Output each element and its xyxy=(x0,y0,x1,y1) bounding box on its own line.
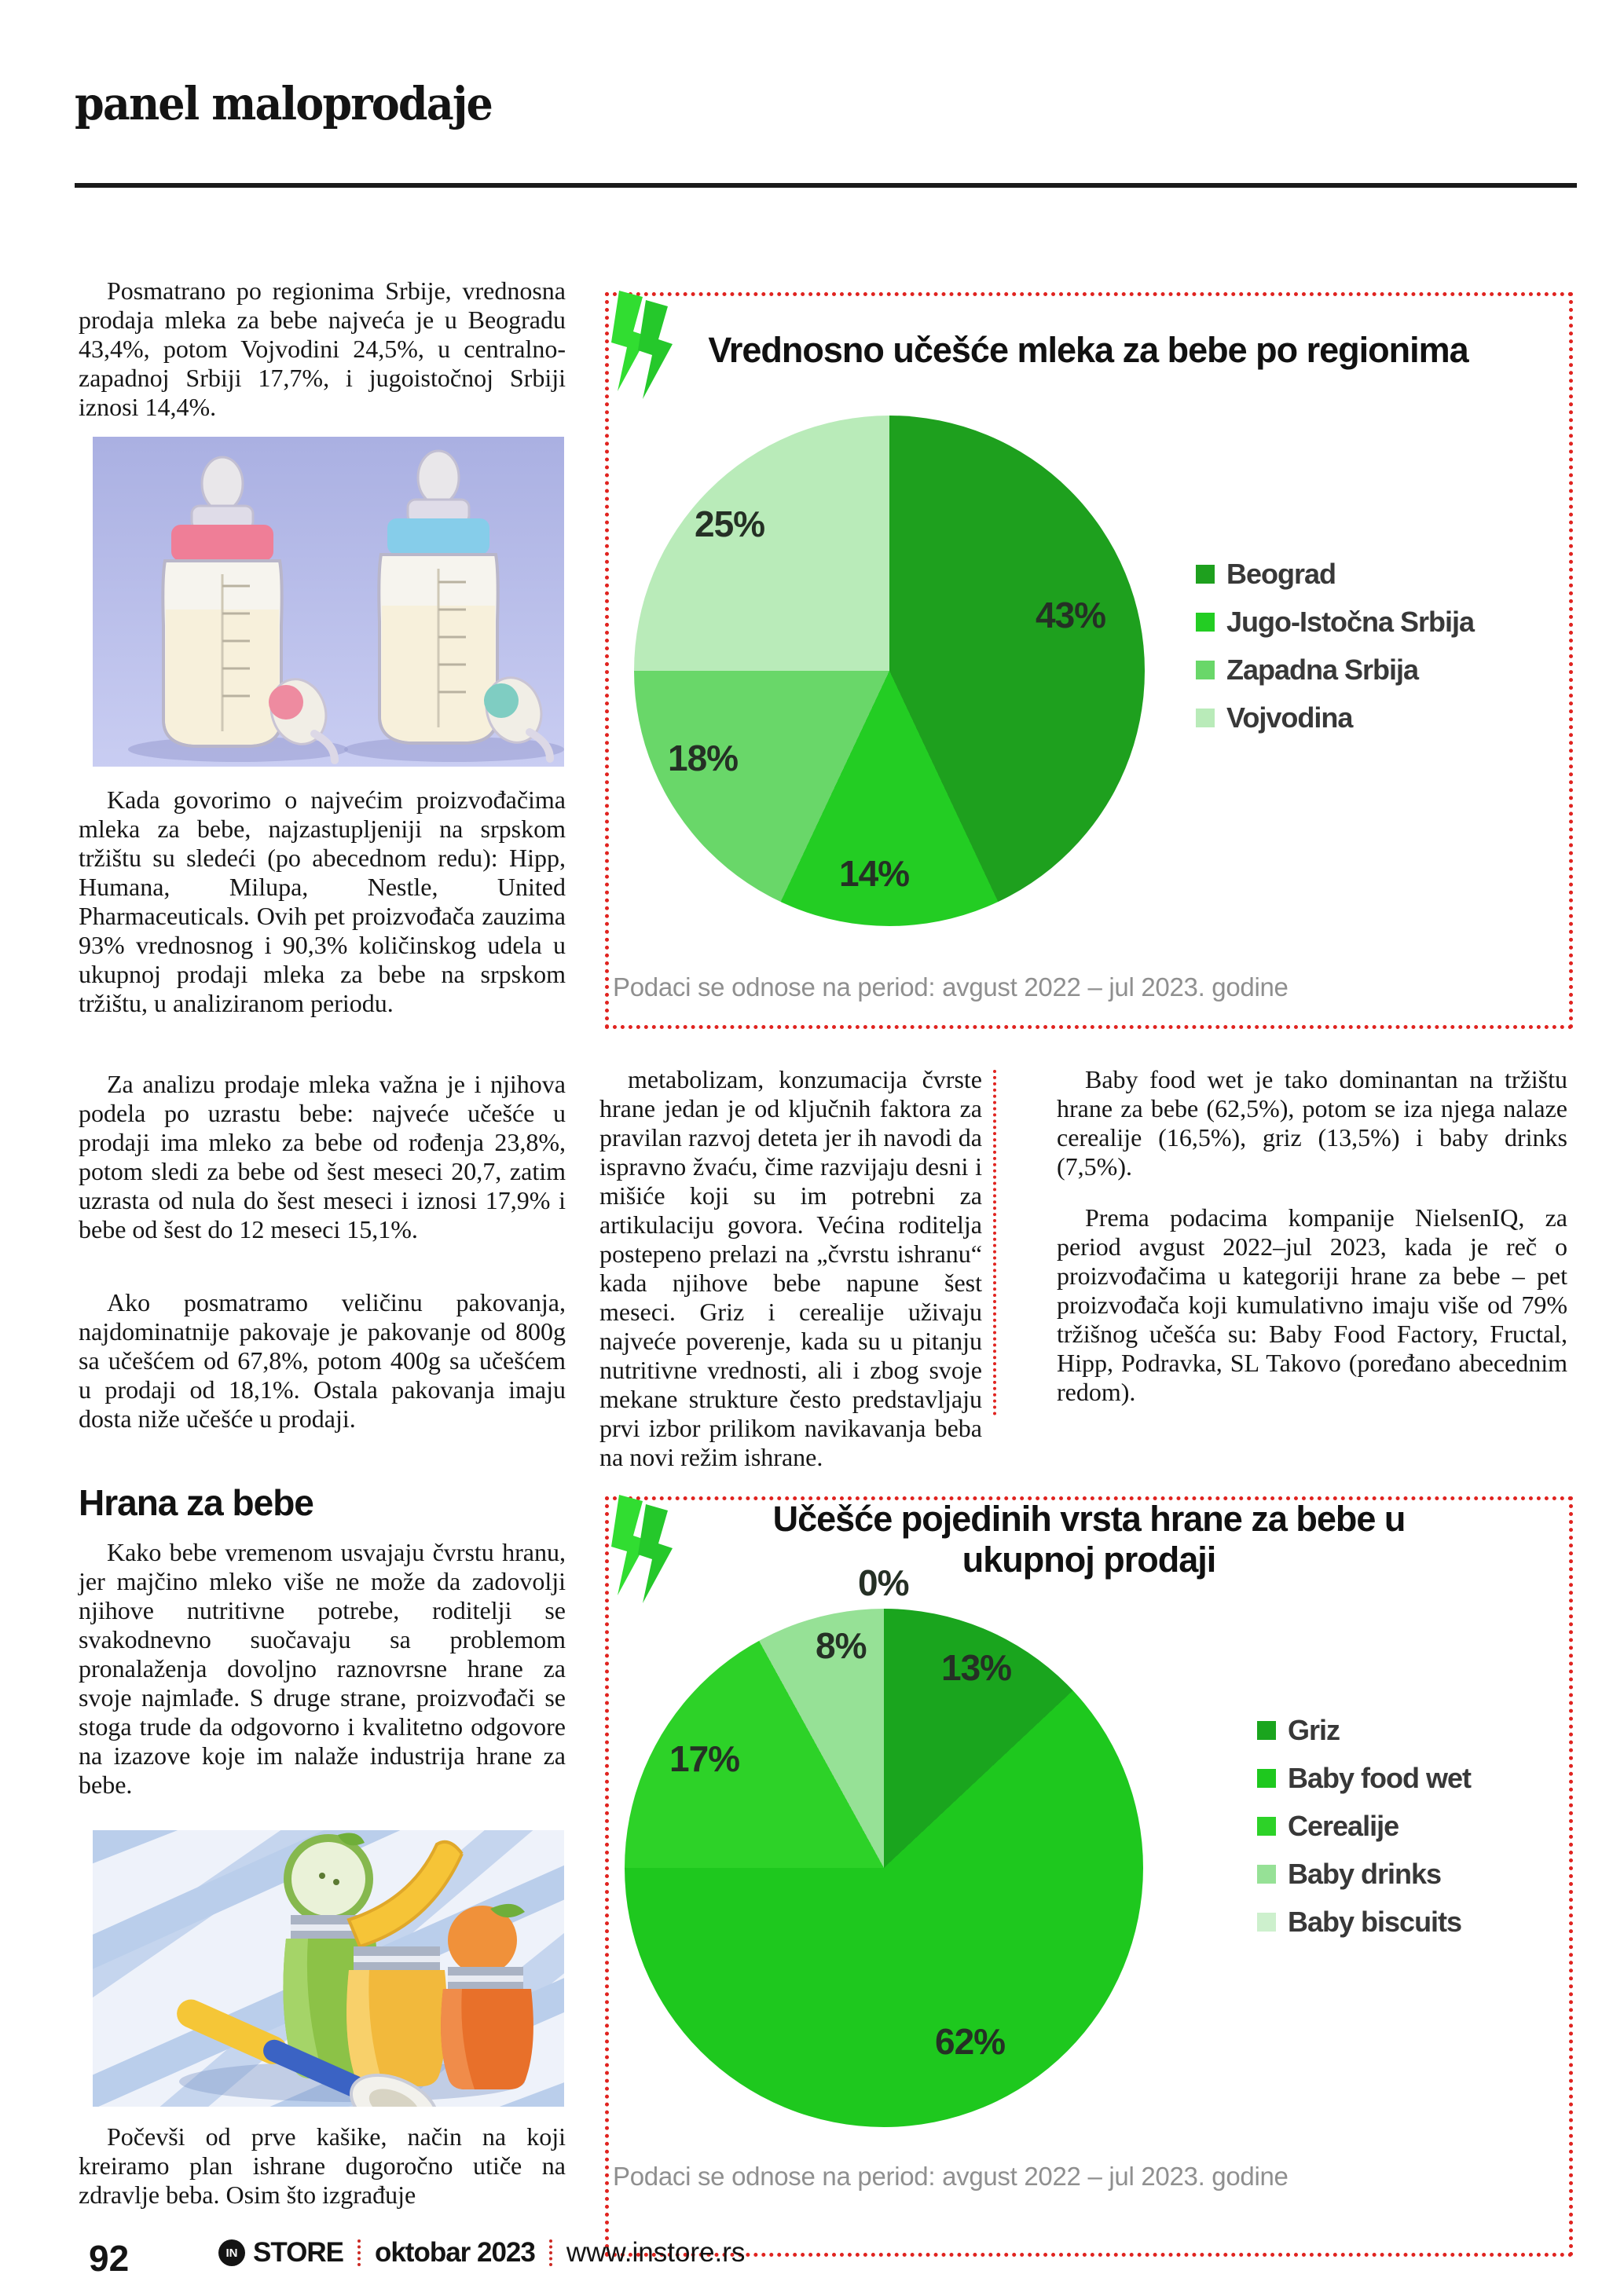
section-heading-hrana-za-bebe: Hrana za bebe xyxy=(79,1482,313,1523)
chart2-label-griz: 13% xyxy=(941,1647,1012,1688)
chart2-label-baby-drinks: 8% xyxy=(816,1625,867,1666)
chart2-title: Učešće pojedinih vrsta hrane za bebe u ukupnoj prodaji xyxy=(772,1499,1406,1580)
paragraph-producers: Kada govorimo o najvećim proizvođačima mleka za bebe, najzastupljeniji na srpskom tržištu su sledeći (po abecednom redu): Hipp, Humana, Milupa, Nestle, United Pharmaceuticals. Ovih pet proizvođača zauzima 93% vrednosnog i 90,3% količinskog udela u ukupnoj prodaji mleka za bebe na srpskom tržištu, u analiziranom periodu. xyxy=(79,785,566,1017)
column-separator xyxy=(993,1070,996,1415)
legend-label: Beograd xyxy=(1226,557,1336,590)
paragraph-solid-food: Kako bebe vremenom usvajaju čvrstu hranu, jer majčino mleko više ne može da zadovolji njihove nutritivne potrebe, roditelji se svakodnevno suočavaju sa problemom pronalaženja dovoljno raznovrsne hrane za svoje najmlađe. S druge strane, proizvođači se stoga trude da odgovorno i kvalitetno odgovore na izazove koje im nalaže industrija hrane za bebe. xyxy=(79,1538,566,1799)
photo-baby-bottles xyxy=(93,437,564,767)
chart2-bolt-logo-icon xyxy=(602,1495,688,1613)
footer-separator-icon xyxy=(357,2239,361,2266)
legend-label: Jugo-Istočna Srbija xyxy=(1226,605,1475,638)
legend-swatch-icon xyxy=(1196,661,1215,679)
right-column xyxy=(1057,1065,1567,1407)
footer-row xyxy=(218,2237,745,2269)
legend-label: Cerealije xyxy=(1288,1809,1399,1842)
chart1-pie xyxy=(634,416,1145,926)
legend-item xyxy=(1196,550,1474,598)
footer-issue: oktobar 2023 xyxy=(374,2237,535,2268)
legend-swatch-icon xyxy=(1257,1865,1276,1884)
legend-label: Baby biscuits xyxy=(1288,1905,1462,1938)
chart2-pie xyxy=(625,1609,1143,2127)
chart1-label-zapadna: 18% xyxy=(668,738,739,778)
legend-swatch-icon xyxy=(1257,1721,1276,1740)
paragraph-metabolism: metabolizam, konzumacija čvrste hrane jedan je od ključnih faktora za pravilan razvoj deteta jer ih navodi da ispravno žvaću, čime razvijaju desni i mišiće koji su im potrebni za artikulaciju govora. Većina roditelja postepeno prelazi na „čvrstu ishranu“ kada njihove bebe napune šest meseci. Griz i cerealije uživaju najveće poverenje, kada su u pitanju nutritivne vrednosti, ali i zbog svoje mekane strukture često predstavljaju prvi izbor prilikom navikavanja beba na novi režim ishrane. xyxy=(599,1065,982,1471)
legend-item xyxy=(1196,598,1474,646)
chart1-label-beograd: 43% xyxy=(1036,595,1106,635)
photo-baby-food-jars xyxy=(93,1830,564,2107)
paragraph-nielseniq: Prema podacima kompanije NielsenIQ, za period avgust 2022–jul 2023, kada je reč o proizvođačima u kategoriji hrane za bebe – pet proizvođača koji kumulativno imaju više od 79% tržišnog učešća su: Baby Food Factory, Fructal, Hipp, Podravka, SL Takovo (poređano abecednim redom). xyxy=(1057,1203,1567,1406)
legend-swatch-icon xyxy=(1196,565,1215,584)
footer-separator-icon xyxy=(549,2239,552,2266)
paragraph-pack-size: Ako posmatramo veličinu pakovanja, najdominatnije pakovaje je pakovanje od 800g sa učešćem od 67,8%, potom 400g sa učešćem u prodaji od 18,1%. Ostala pakovanja imaju dosta niže učešće u prodaji. xyxy=(79,1288,566,1433)
legend-label: Baby drinks xyxy=(1288,1857,1442,1890)
legend-item xyxy=(1196,646,1474,694)
footer-magazine-name: STORE xyxy=(253,2237,343,2268)
legend-label: Zapadna Srbija xyxy=(1226,653,1419,686)
paragraph-first-spoon: Počevši od prve kašike, način na koji kreiramo plan ishrane dugoročno utiče na zdravlje beba. Osim što izgrađuje xyxy=(79,2122,566,2209)
page-title: panel maloprodaje xyxy=(75,77,492,130)
chart1-label-vojvodina: 25% xyxy=(695,504,765,544)
legend-label: Vojvodina xyxy=(1226,701,1353,734)
legend-item xyxy=(1257,1706,1471,1754)
chart1-label-jugoistocna: 14% xyxy=(839,853,910,894)
legend-item xyxy=(1257,1754,1471,1802)
legend-item xyxy=(1257,1850,1471,1898)
legend-swatch-icon xyxy=(1257,1769,1276,1788)
instore-logo-icon: IN xyxy=(218,2239,245,2266)
legend-label: Baby food wet xyxy=(1288,1761,1472,1794)
chart1-legend xyxy=(1196,550,1474,742)
legend-item xyxy=(1257,1898,1471,1946)
legend-item xyxy=(1196,694,1474,742)
paragraph-regions: Posmatrano po regionima Srbije, vrednosna prodaja mleka za bebe najveća je u Beogradu 43,4%, potom Vojvodini 24,5%, u centralno-zapadnoj Srbiji 17,7%, i jugoistočnoj Srbiji iznosi 14,4%. xyxy=(79,276,566,421)
chart1-title: Vrednosno učešće mleka za bebe po regionima xyxy=(708,330,1468,370)
chart1-footnote: Podaci se odnose na period: avgust 2022 – jul 2023. godine xyxy=(613,972,1289,1002)
chart2-label-baby-biscuits: 0% xyxy=(858,1562,909,1603)
chart2-legend xyxy=(1257,1706,1471,1946)
legend-swatch-icon xyxy=(1257,1817,1276,1836)
page-number: 92 xyxy=(89,2238,130,2279)
legend-swatch-icon xyxy=(1196,709,1215,727)
paragraph-age-split: Za analizu prodaje mleka važna je i njihova podela po uzrastu bebe: najveće učešće u prodaji ima mleko za bebe od rođenja 23,8%, potom sledi za bebe od šest meseci 20,7, zatim uzrasta od nula do šest meseci i iznosi 17,9% i bebe od šest do 12 meseci 15,1%. xyxy=(79,1070,566,1243)
chart2-label-cerealije: 17% xyxy=(669,1738,740,1779)
chart2-footnote: Podaci se odnose na period: avgust 2022 – jul 2023. godine xyxy=(613,2162,1289,2191)
legend-item xyxy=(1257,1802,1471,1850)
footer-website: www.instore.rs xyxy=(566,2237,746,2268)
legend-swatch-icon xyxy=(1257,1913,1276,1932)
header-rule xyxy=(75,183,1577,188)
legend-swatch-icon xyxy=(1196,613,1215,632)
chart2-label-baby-food-wet: 62% xyxy=(935,2021,1006,2062)
paragraph-baby-food-wet: Baby food wet je tako dominantan na tržištu hrane za bebe (62,5%), potom se iza njega nalaze cerealije (16,5%), griz (13,5%) i baby drinks (7,5%). xyxy=(1057,1065,1567,1181)
legend-label: Griz xyxy=(1288,1713,1340,1746)
